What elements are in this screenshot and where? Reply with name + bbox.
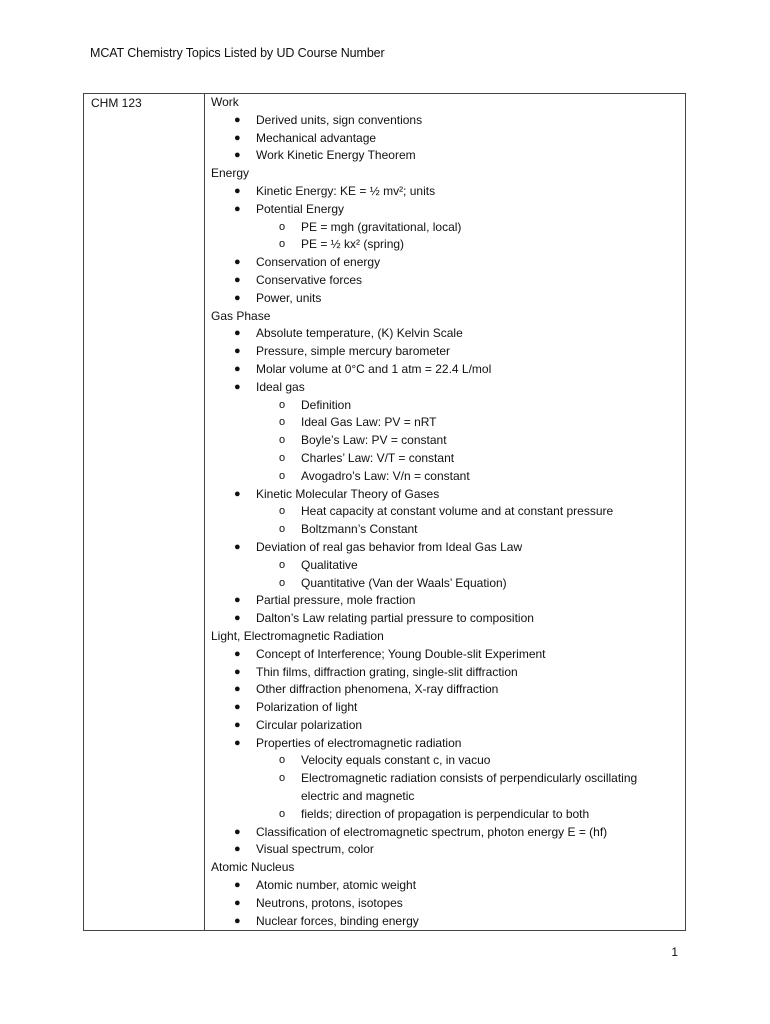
line-text: Kinetic Energy: KE = ½ mv²; units: [256, 183, 436, 198]
line-text: PE = ½ kx² (spring): [301, 237, 405, 252]
line-text: Atomic Nucleus: [211, 860, 295, 875]
line-text: Energy: [211, 166, 250, 181]
line-text: Power, units: [256, 290, 322, 305]
subtopic-item: [205, 770, 685, 788]
line-text: Concept of Interference; Young Double-slit Experiment: [256, 646, 546, 661]
bullet-dot-icon: ●: [234, 665, 241, 678]
topic-item: [205, 343, 685, 361]
line-text: Circular polarization: [256, 717, 363, 732]
line-text: Work Kinetic Energy Theorem: [256, 148, 416, 163]
topics-table: [83, 93, 686, 931]
line-text: Pressure, simple mercury barometer: [256, 344, 451, 359]
topic-item: [205, 290, 685, 308]
bullet-dot-icon: ●: [234, 896, 241, 909]
line-text: PE = mgh (gravitational, local): [301, 219, 462, 234]
subtopic-item: [205, 557, 685, 575]
line-text: Boyle’s Law: PV = constant: [301, 433, 447, 448]
line-text: Potential Energy: [256, 201, 345, 216]
bullet-dot-icon: ●: [234, 149, 241, 162]
line-text: Other diffraction phenomena, X-ray diffraction: [256, 682, 499, 697]
line-text: Properties of electromagnetic radiation: [256, 735, 462, 750]
topic-item: [205, 147, 685, 165]
topic-item: [205, 717, 685, 735]
bullet-circle-icon: o: [279, 807, 286, 820]
subtopic-continuation: [205, 788, 685, 806]
subtopic-item: [205, 503, 685, 521]
line-text: Derived units, sign conventions: [256, 112, 423, 127]
bullet-circle-icon: o: [279, 558, 286, 571]
line-text: Visual spectrum, color: [256, 842, 374, 857]
line-text: Light, Electromagnetic Radiation: [211, 628, 384, 643]
bullet-dot-icon: ●: [234, 914, 241, 927]
bullet-dot-icon: ●: [234, 184, 241, 197]
topics-column: [205, 94, 685, 930]
bullet-dot-icon: ●: [234, 647, 241, 660]
line-text: Classification of electromagnetic spectrum, photon energy E = (hf): [256, 824, 608, 839]
section-title: [205, 628, 685, 646]
line-text: Nuclear forces, binding energy: [256, 913, 419, 928]
topic-item: [205, 112, 685, 130]
line-text: electric and magnetic: [301, 789, 415, 804]
topic-item: [205, 646, 685, 664]
topic-item: [205, 913, 685, 931]
section-title: [205, 165, 685, 183]
line-text: Heat capacity at constant volume and at constant pressure: [301, 504, 614, 519]
bullet-circle-icon: o: [279, 523, 286, 536]
line-text: Atomic number, atomic weight: [256, 878, 417, 893]
bullet-dot-icon: ●: [234, 736, 241, 749]
bullet-circle-icon: o: [279, 434, 286, 447]
line-text: Thin films, diffraction grating, single-slit diffraction: [256, 664, 518, 679]
bullet-circle-icon: o: [279, 398, 286, 411]
line-text: Quantitative (Van der Waals’ Equation): [301, 575, 507, 590]
topic-item: [205, 681, 685, 699]
bullet-dot-icon: ●: [234, 327, 241, 340]
topic-item: [205, 664, 685, 682]
subtopic-item: [205, 468, 685, 486]
bullet-circle-icon: o: [279, 754, 286, 767]
subtopic-item: [205, 432, 685, 450]
bullet-dot-icon: ●: [234, 202, 241, 215]
bullet-dot-icon: ●: [234, 540, 241, 553]
line-text: Conservation of energy: [256, 255, 381, 270]
bullet-dot-icon: ●: [234, 612, 241, 625]
line-text: Velocity equals constant c, in vacuo: [301, 753, 491, 768]
topic-item: [205, 379, 685, 397]
line-text: Qualitative: [301, 557, 358, 572]
topic-item: [205, 254, 685, 272]
bullet-dot-icon: ●: [234, 683, 241, 696]
topic-item: [205, 486, 685, 504]
topic-item: [205, 895, 685, 913]
bullet-dot-icon: ●: [234, 487, 241, 500]
bullet-circle-icon: o: [279, 772, 286, 785]
line-text: Avogadro’s Law: V/n = constant: [301, 468, 470, 483]
topic-item: [205, 201, 685, 219]
line-text: Conservative forces: [256, 272, 363, 287]
line-text: Electromagnetic radiation consists of perpendicularly oscillating: [301, 771, 638, 786]
line-text: Gas Phase: [211, 308, 271, 323]
page-number: 1: [671, 945, 678, 959]
topic-item: [205, 824, 685, 842]
bullet-circle-icon: o: [279, 238, 286, 251]
topic-item: [205, 610, 685, 628]
topic-item: [205, 841, 685, 859]
topic-item: [205, 735, 685, 753]
line-text: Dalton’s Law relating partial pressure to composition: [256, 611, 534, 626]
bullet-dot-icon: ●: [234, 113, 241, 126]
line-text: Neutrons, protons, isotopes: [256, 895, 403, 910]
subtopic-item: [205, 806, 685, 824]
subtopic-item: [205, 236, 685, 254]
topic-item: [205, 272, 685, 290]
line-text: Molar volume at 0°C and 1 atm = 22.4 L/mol: [256, 361, 492, 376]
bullet-dot-icon: ●: [234, 825, 241, 838]
bullet-dot-icon: ●: [234, 291, 241, 304]
line-text: Boltzmann’s Constant: [301, 522, 418, 537]
topic-item: [205, 361, 685, 379]
bullet-dot-icon: ●: [234, 701, 241, 714]
bullet-circle-icon: o: [279, 416, 286, 429]
bullet-circle-icon: o: [279, 576, 286, 589]
line-text: Definition: [301, 397, 352, 412]
bullet-circle-icon: o: [279, 469, 286, 482]
subtopic-item: [205, 752, 685, 770]
bullet-dot-icon: ●: [234, 273, 241, 286]
subtopic-item: [205, 414, 685, 432]
subtopic-item: [205, 450, 685, 468]
topic-item: [205, 183, 685, 201]
subtopic-item: [205, 575, 685, 593]
bullet-dot-icon: ●: [234, 256, 241, 269]
subtopic-item: [205, 219, 685, 237]
topic-item: [205, 592, 685, 610]
bullet-dot-icon: ●: [234, 345, 241, 358]
bullet-dot-icon: ●: [234, 718, 241, 731]
topic-item: [205, 699, 685, 717]
document-header: MCAT Chemistry Topics Listed by UD Course Number: [90, 46, 385, 60]
section-title: [205, 308, 685, 326]
line-text: Kinetic Molecular Theory of Gases: [256, 486, 440, 501]
bullet-dot-icon: ●: [234, 362, 241, 375]
line-text: Charles’ Law: V/T = constant: [301, 450, 455, 465]
line-text: Deviation of real gas behavior from Ideal Gas Law: [256, 539, 523, 554]
line-text: Absolute temperature, (K) Kelvin Scale: [256, 326, 463, 341]
bullet-dot-icon: ●: [234, 879, 241, 892]
subtopic-item: [205, 397, 685, 415]
topic-item: [205, 325, 685, 343]
bullet-circle-icon: o: [279, 220, 286, 233]
line-text: Mechanical advantage: [256, 130, 377, 145]
bullet-dot-icon: ●: [234, 131, 241, 144]
line-text: Partial pressure, mole fraction: [256, 593, 416, 608]
subtopic-item: [205, 521, 685, 539]
bullet-dot-icon: ●: [234, 594, 241, 607]
line-text: Ideal gas: [256, 379, 305, 394]
topic-item: [205, 877, 685, 895]
line-text: Polarization of light: [256, 700, 358, 715]
topic-item: [205, 539, 685, 557]
line-text: fields; direction of propagation is perpendicular to both: [301, 806, 590, 821]
line-text: Ideal Gas Law: PV = nRT: [301, 415, 437, 430]
bullet-circle-icon: o: [279, 451, 286, 464]
section-title: [205, 94, 685, 112]
course-code: CHM 123: [91, 96, 142, 110]
bullet-circle-icon: o: [279, 505, 286, 518]
course-column: [84, 94, 205, 930]
bullet-dot-icon: ●: [234, 843, 241, 856]
topic-item: [205, 130, 685, 148]
section-title: [205, 859, 685, 877]
bullet-dot-icon: ●: [234, 380, 241, 393]
line-text: Work: [211, 95, 239, 109]
